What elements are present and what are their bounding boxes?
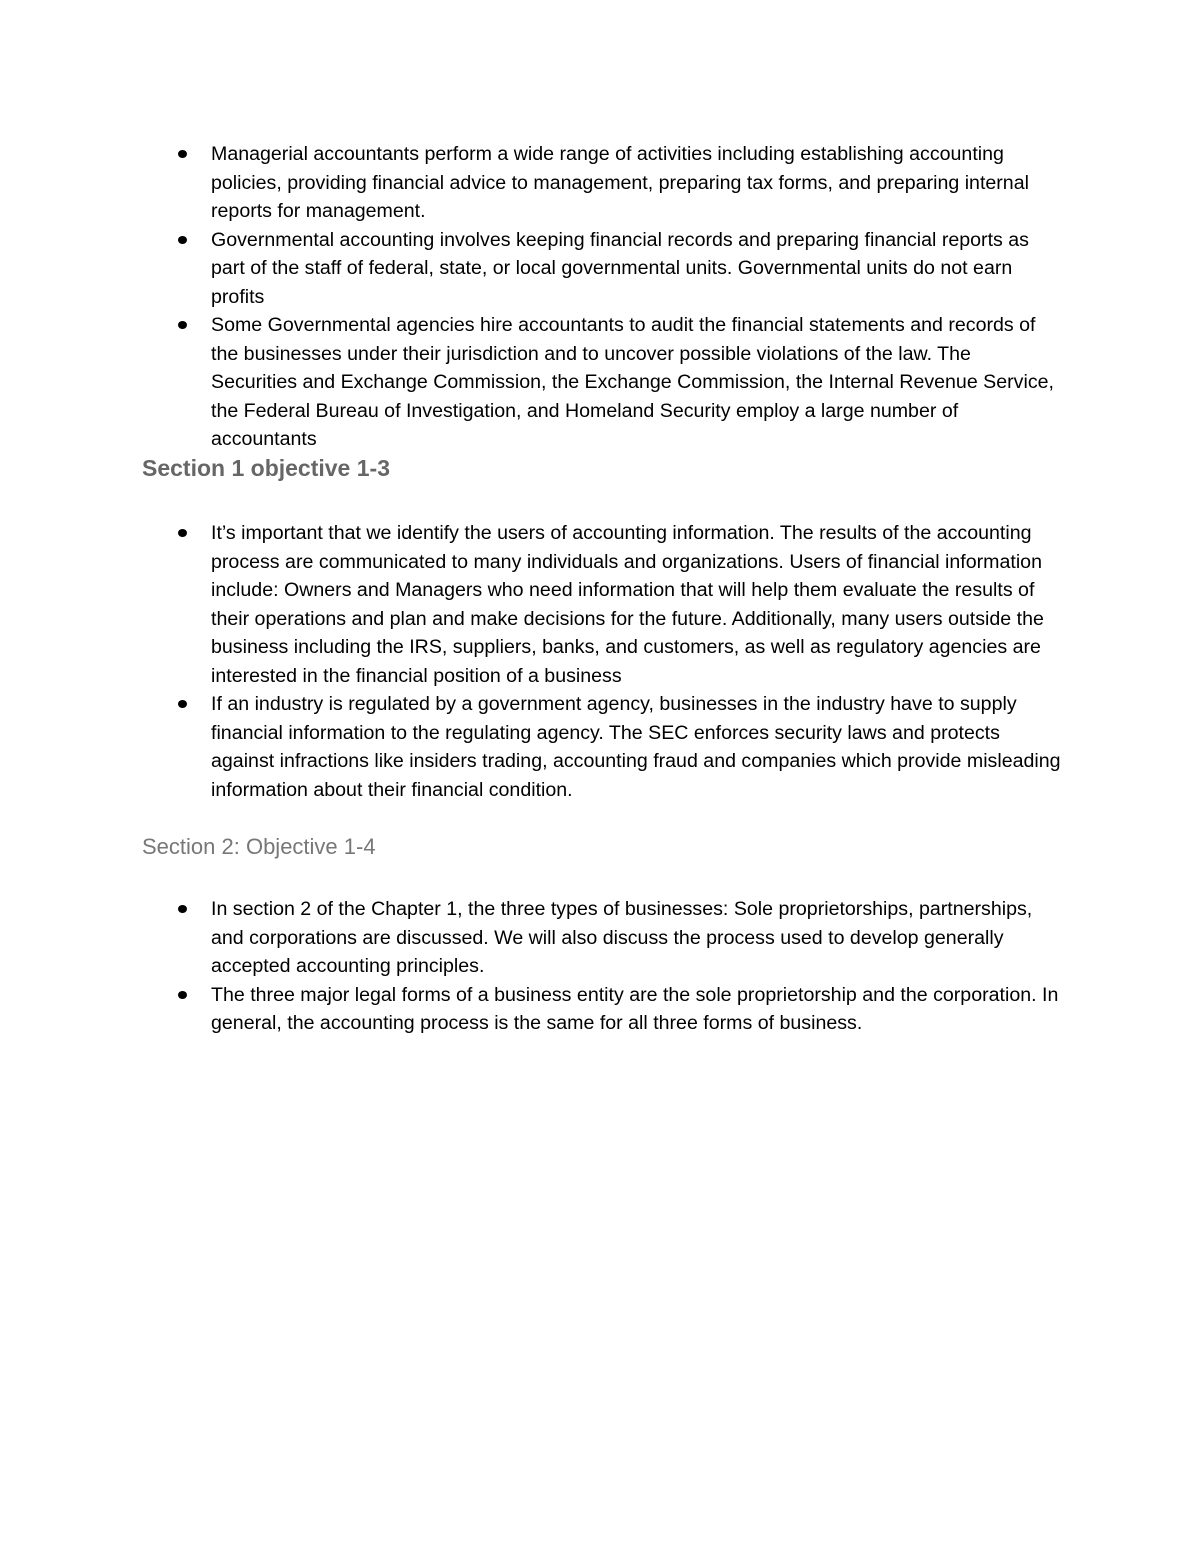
bullet-list	[211, 140, 1061, 454]
list-item	[211, 981, 1061, 1038]
bullet-list	[211, 519, 1061, 804]
list-item	[211, 690, 1061, 804]
list-item	[211, 895, 1061, 981]
bullet-icon	[178, 991, 187, 999]
bullet-icon	[178, 529, 187, 537]
list-item-text: Managerial accountants perform a wide range of activities including establishing accounting policies, providing financial advice to management, preparing tax forms, and preparing internal reports for management.	[211, 143, 1029, 222]
list-item	[211, 311, 1061, 454]
list-item-text: It’s important that we identify the users of accounting information. The results of the accounting process are communicated to many individuals and organizations. Users of financial information include: Owners and Managers who need information that will help them evaluate the results of their operations and plan and make decisions for the future. Additionally, many users outside the business including the IRS, suppliers, banks, and customers, as well as regulatory agencies are interested in the financial position of a business	[211, 522, 1044, 687]
list-item-text: If an industry is regulated by a government agency, businesses in the industry have to supply financial information to the regulating agency. The SEC enforces security laws and protects against infractions like insiders trading, accounting fraud and companies which provide misleading information about their financial condition.	[211, 693, 1061, 801]
bullet-icon	[178, 150, 187, 158]
bullet-icon	[178, 700, 187, 708]
section-heading: Section 1 objective 1-3	[142, 455, 390, 481]
list-item-text: Some Governmental agencies hire accountants to audit the financial statements and records of the businesses under their jurisdiction and to uncover possible violations of the law. The Securities and Exchange Commission, the Exchange Commission, the Internal Revenue Service, the Federal Bureau of Investigation, and Homeland Security employ a large number of accountants	[211, 314, 1054, 450]
bullet-icon	[178, 905, 187, 913]
list-item	[211, 226, 1061, 312]
list-item-text: The three major legal forms of a business entity are the sole proprietorship and the corporation. In general, the accounting process is the same for all three forms of business.	[211, 983, 1059, 1034]
list-item	[211, 140, 1061, 226]
list-item-text: In section 2 of the Chapter 1, the three types of businesses: Sole proprietorships, partnerships, and corporations are discussed. We will also discuss the process used to develop generally accepted accounting principles.	[211, 898, 1033, 977]
bullet-icon	[178, 321, 187, 329]
list-item	[211, 519, 1061, 690]
bullet-icon	[178, 236, 187, 244]
list-item-text: Governmental accounting involves keeping financial records and preparing financial reports as part of the staff of federal, state, or local governmental units. Governmental units do not earn profits	[211, 228, 1029, 308]
bullet-list	[211, 895, 1061, 1038]
section-heading: Section 2: Objective 1-4	[142, 834, 376, 859]
